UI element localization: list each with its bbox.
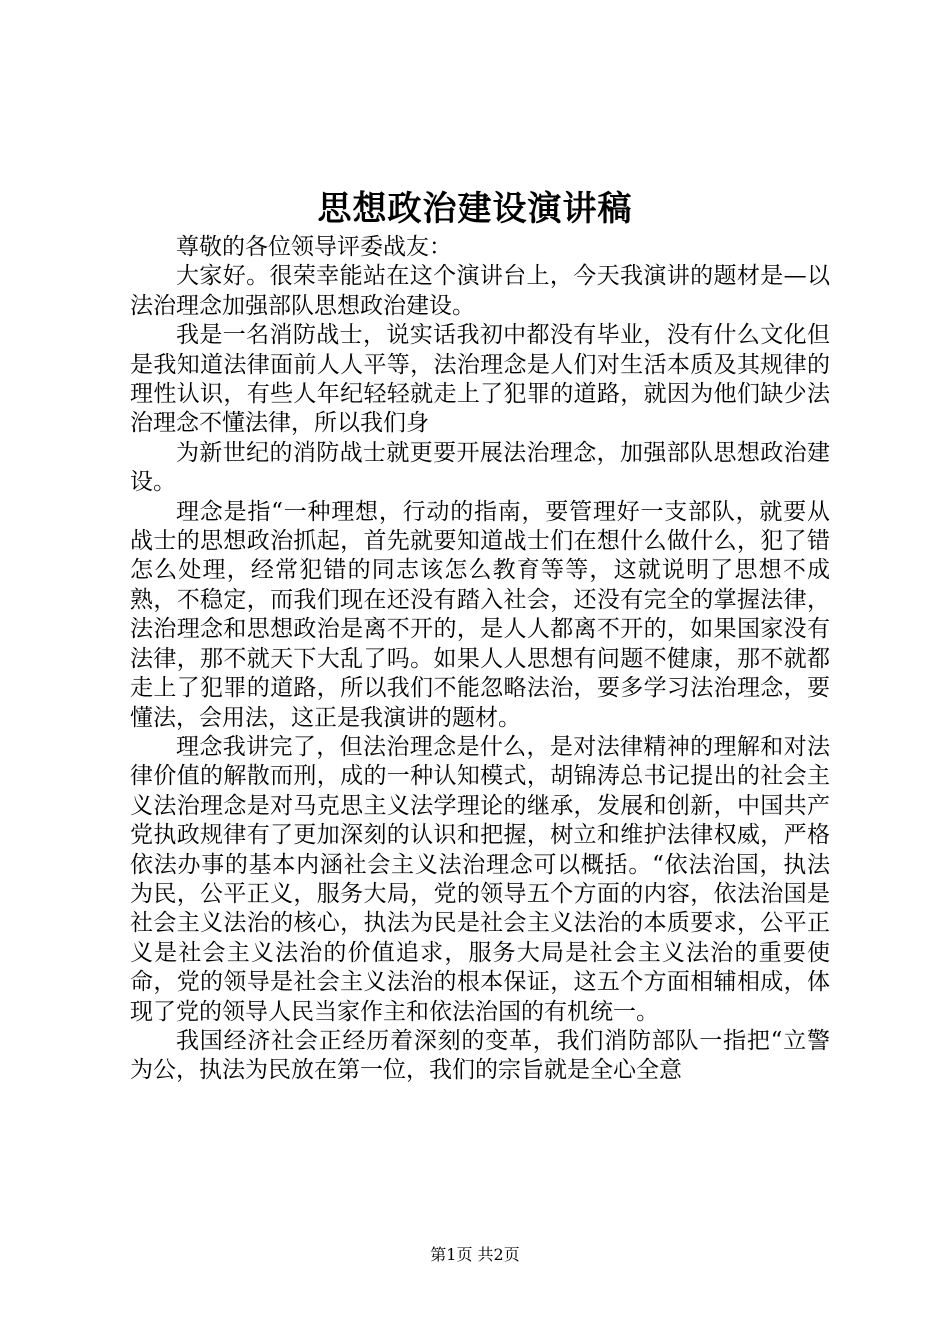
paragraph-introduction: 我是一名消防战士，说实话我初中都没有毕业，没有什么文化但是我知道法律面前人人平等，法治理念是人们对生活本质及其规律的理性认识，有些人年纪轻轻就走上了犯罪的道路，就因为他们缺少法治理念不懂法律，所以我们身 (130, 322, 830, 437)
paragraph-rule-of-law: 理念我讲完了，但法治理念是什么，是对法律精神的理解和对法律价值的解散而刑，成的一种认知模式，胡锦涛总书记提出的社会主义法治理念是对马克思主义法学理论的继承，发展和创新，中国共产党执政规律有了更加深刻的认识和把握，树立和维护法律权威，严格依法办事的基本内涵社会主义法治理念可以概括。“依法治国，执法为民，公平正义，服务大局，党的领导五个方面的内容，依法治国是社会主义法治的核心，执法为民是社会主义法治的本质要求，公平正义是社会主义法治的价值追求，服务大局是社会主义法治的重要使命，党的领导是社会主义法治的根本保证，这五个方面相辅相成，体现了党的领导人民当家作主和依法治国的有机统一。 (130, 733, 830, 1025)
paragraph-greeting: 大家好。很荣幸能站在这个演讲台上，今天我演讲的题材是—以法治理念加强部队思想政治建设。 (130, 263, 830, 319)
paragraph-concept: 理念是指“一种理想，行动的指南，要管理好一支部队，就要从战士的思想政治抓起，首先就要知道战士们在想什么做什么，犯了错怎么处理，经常犯错的同志该怎么教育等等，这就说明了思想不成熟，不稳定，而我们现在还没有踏入社会，还没有完全的掌握法律，法治理念和思想政治是离不开的，是人人都离不开的，如果国家没有法律，那不就天下大乱了吗。如果人人思想有问题不健康，那不就都走上了犯罪的道路，所以我们不能忽略法治，要多学习法治理念，要懂法，会用法，这正是我演讲的题材。 (130, 498, 830, 731)
paragraph-reform: 我国经济社会正经历着深刻的变革，我们消防部队一指把“立警为公，执法为民放在第一位，我们的宗旨就是全心全意 (130, 1027, 830, 1084)
paragraph-continuation: 为新世纪的消防战士就更要开展法治理念，加强部队思想政治建设。 (130, 439, 830, 496)
page-indicator: 第1页 共2页 (430, 1245, 520, 1264)
document-body (130, 233, 830, 1086)
document-title: 思想政治建设演讲稿 (317, 189, 633, 229)
paragraph-salutation: 尊敬的各位领导评委战友： (176, 234, 452, 260)
